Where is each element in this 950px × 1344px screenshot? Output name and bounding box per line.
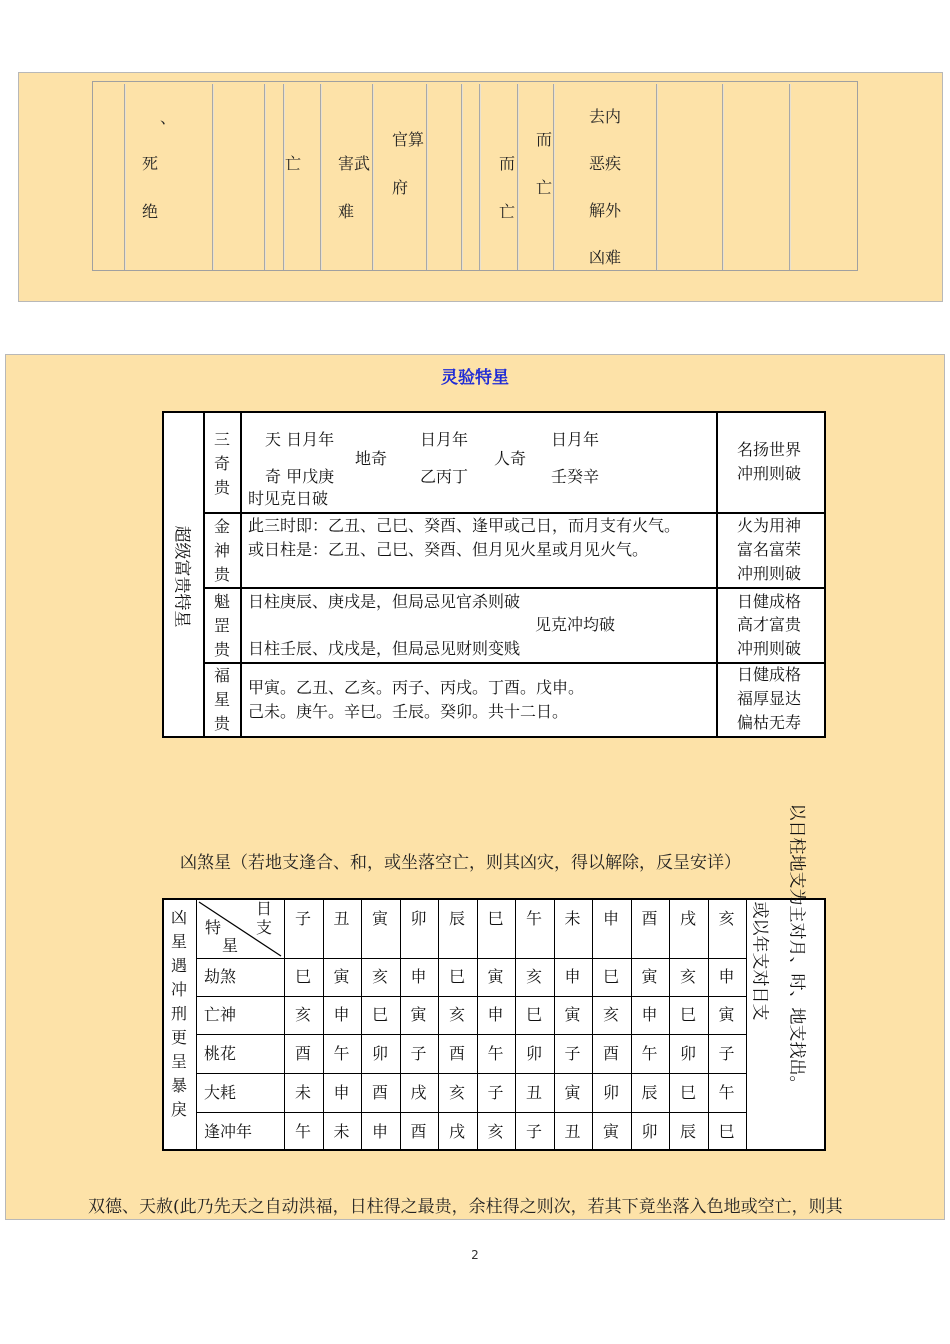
table-divider	[320, 84, 322, 270]
evil-star-value: 辰	[641, 1082, 658, 1102]
table-line	[284, 898, 285, 1151]
top-cell-text: 恶疾	[589, 154, 622, 173]
table-line	[716, 411, 718, 738]
table-divider	[212, 84, 214, 270]
evil-star-value: 亥	[525, 967, 542, 986]
evil-star-value: 寅	[564, 1005, 581, 1024]
table-line	[196, 1034, 746, 1035]
evil-star-value: 亥	[487, 1121, 504, 1141]
evil-star-value: 子	[718, 1043, 735, 1063]
footer-paragraph: 双德、天赦(此乃先天之自动洪福，日柱得之最贵，余柱得之则次，若其下竟坐落入色地或空亡，则其	[88, 1197, 843, 1217]
evil-star-value: 寅	[564, 1082, 581, 1102]
evil-star-value: 巳	[679, 1005, 696, 1024]
cell-text: 地奇	[355, 449, 388, 468]
effect-text: 日健成格	[737, 665, 802, 684]
cell-text: 此三时即：乙丑、己巳、癸酉、逢甲或己日，而月支有火气。	[248, 516, 681, 535]
effect-text: 火为用神	[737, 516, 802, 535]
evil-star-name: 逢冲年	[204, 1121, 253, 1141]
branch-header: 辰	[448, 909, 465, 928]
top-cell-text: 去内	[589, 107, 622, 126]
evil-star-value: 子	[410, 1043, 427, 1063]
table-line	[631, 898, 632, 1151]
evil-star-value: 卯	[371, 1043, 388, 1063]
evil-star-value: 申	[487, 1005, 504, 1024]
star-name: 金 神 贵	[213, 517, 230, 584]
star-name: 三 奇 贵	[213, 430, 230, 497]
table-line	[203, 411, 205, 738]
evil-star-value: 子	[487, 1082, 504, 1102]
evil-star-name: 桃花	[204, 1043, 237, 1063]
branch-header: 巳	[487, 909, 504, 928]
effect-text: 偏枯无寿	[737, 713, 802, 732]
effect-text: 冲刑则破	[737, 564, 802, 583]
evil-star-value: 卯	[602, 1082, 619, 1102]
evil-star-value: 巳	[294, 967, 311, 986]
top-cell-text: 而	[536, 130, 553, 149]
effect-text: 名扬世界	[737, 440, 802, 459]
evil-star-value: 酉	[371, 1082, 388, 1102]
table-line	[554, 898, 555, 1151]
cell-text: 日月年	[420, 430, 469, 449]
table-line	[361, 898, 362, 1151]
effect-text: 日健成格	[737, 592, 802, 611]
table-divider	[789, 84, 791, 270]
branch-header: 酉	[641, 909, 658, 928]
table-divider	[372, 84, 374, 270]
table-line	[196, 1112, 746, 1113]
table-line	[240, 411, 242, 738]
evil-star-value: 卯	[525, 1043, 542, 1063]
table-line	[438, 898, 439, 1151]
evil-star-value: 子	[564, 1043, 581, 1063]
cell-text: 日月年	[551, 430, 600, 449]
evil-side-label: 凶 星 遇 冲 刑 更 呈 暴 戾	[170, 908, 187, 1119]
effect-text: 冲刑则破	[737, 464, 802, 483]
table-divider	[461, 84, 463, 270]
evil-star-value: 午	[294, 1121, 311, 1141]
table-line	[196, 996, 746, 997]
table-line	[515, 898, 516, 1151]
evil-star-value: 巳	[602, 967, 619, 986]
top-table	[92, 81, 858, 271]
evil-star-value: 申	[333, 1005, 350, 1024]
top-cell-text: 凶难	[589, 248, 622, 267]
evil-stars-intro: 凶煞星（若地支逢合、和，或坐落空亡，则其凶灾，得以解除，反呈安详）	[180, 853, 741, 873]
evil-star-value: 巳	[525, 1005, 542, 1024]
evil-star-value: 亥	[448, 1082, 465, 1102]
evil-star-value: 巳	[371, 1005, 388, 1024]
top-cell-text: 亡	[536, 178, 553, 197]
table-divider	[479, 84, 481, 270]
cell-text: 壬癸辛	[551, 467, 600, 486]
table-line	[203, 587, 826, 589]
evil-star-value: 寅	[602, 1121, 619, 1141]
evil-star-name: 亡神	[204, 1005, 237, 1024]
evil-star-value: 酉	[448, 1043, 465, 1063]
branch-header: 卯	[410, 909, 427, 928]
branch-header: 戌	[679, 909, 696, 928]
evil-star-value: 申	[333, 1082, 350, 1102]
evil-star-value: 寅	[641, 967, 658, 986]
table-line	[196, 958, 746, 959]
table-divider	[656, 84, 658, 270]
table-line	[203, 512, 826, 514]
evil-star-value: 午	[487, 1043, 504, 1063]
branch-header: 午	[525, 909, 542, 928]
evil-star-value: 亥	[602, 1005, 619, 1024]
evil-note-main: 以日柱地支为主对月、时、地支找出。	[786, 803, 807, 1093]
evil-star-value: 酉	[602, 1043, 619, 1063]
evil-star-value: 酉	[294, 1043, 311, 1063]
evil-star-value: 寅	[718, 1005, 735, 1024]
table-line	[592, 898, 593, 1151]
evil-star-value: 亥	[371, 967, 388, 986]
table-divider	[553, 84, 555, 270]
section-title: 灵验特星	[441, 368, 509, 388]
evil-star-value: 寅	[333, 967, 350, 986]
evil-note-secondary: 或以年支对日支	[749, 901, 770, 1021]
group-label: 超级富贵特星	[171, 525, 192, 628]
top-cell-text: 害武	[338, 154, 371, 173]
branch-header: 亥	[718, 909, 735, 928]
evil-star-value: 卯	[641, 1121, 658, 1141]
evil-star-value: 亥	[294, 1005, 311, 1024]
evil-star-value: 巳	[448, 967, 465, 986]
top-cell-text: 亡	[285, 154, 302, 173]
corner-label: 星	[222, 936, 239, 955]
evil-star-value: 酉	[410, 1121, 427, 1141]
evil-star-value: 午	[641, 1043, 658, 1063]
effect-text: 冲刑则破	[737, 639, 802, 658]
corner-label: 日	[256, 899, 273, 918]
evil-star-value: 亥	[679, 967, 696, 986]
evil-star-value: 午	[718, 1082, 735, 1102]
effect-text: 福厚显达	[737, 689, 802, 708]
branch-header: 寅	[371, 909, 388, 928]
table-line	[400, 898, 401, 1151]
top-cell-text: 解外	[589, 201, 622, 220]
table-divider	[283, 84, 285, 270]
top-cell-text: 官算	[392, 130, 425, 149]
evil-star-value: 卯	[679, 1043, 696, 1063]
table-line	[669, 898, 670, 1151]
evil-star-value: 申	[564, 967, 581, 986]
cell-text: 乙丙丁	[420, 467, 469, 486]
evil-star-value: 寅	[487, 967, 504, 986]
evil-star-value: 未	[294, 1082, 311, 1102]
cell-text: 己未。庚午。辛巳。壬辰。癸卯。共十二日。	[248, 702, 569, 721]
cell-text: 日柱壬辰、戊戌是，但局忌见财则变贱	[248, 639, 521, 658]
evil-star-value: 丑	[564, 1121, 581, 1141]
table-line	[708, 898, 709, 1151]
page-number: 2	[471, 1248, 479, 1262]
branch-header: 申	[602, 909, 619, 928]
evil-star-value: 未	[333, 1121, 350, 1141]
evil-star-value: 辰	[679, 1121, 696, 1141]
table-line	[323, 898, 324, 1151]
evil-star-value: 丑	[525, 1082, 542, 1102]
evil-star-value: 戌	[448, 1121, 465, 1141]
corner-label: 支	[256, 918, 273, 937]
evil-star-value: 巳	[718, 1121, 735, 1141]
evil-star-value: 戌	[410, 1082, 427, 1102]
cell-text: 或日柱是：乙丑、己巳、癸酉、但月见火星或月见火气。	[248, 540, 649, 559]
cell-text: 时见克日破	[248, 489, 329, 508]
table-line	[746, 898, 747, 1151]
evil-star-value: 午	[333, 1043, 350, 1063]
cell-text: 日柱庚辰、庚戌是，但局忌见官杀则破	[248, 592, 521, 611]
table-divider	[124, 84, 126, 270]
branch-header: 子	[294, 909, 311, 928]
table-divider	[264, 84, 266, 270]
star-name: 福 星 贵	[213, 666, 230, 733]
cell-text: 见克冲均破	[535, 615, 616, 634]
branch-header: 丑	[333, 909, 350, 928]
top-cell-text: 、	[160, 108, 177, 127]
evil-star-name: 大耗	[204, 1082, 237, 1102]
effect-text: 高才富贵	[737, 615, 802, 634]
evil-star-value: 申	[410, 967, 427, 986]
corner-label: 特	[205, 918, 222, 937]
evil-star-value: 申	[641, 1005, 658, 1024]
star-name: 魁 罡 贵	[213, 592, 230, 659]
evil-star-value: 亥	[448, 1005, 465, 1024]
top-cell-text: 亡	[499, 202, 516, 221]
top-cell-text: 难	[338, 202, 355, 221]
evil-star-value: 巳	[679, 1082, 696, 1102]
top-cell-text: 而	[499, 154, 516, 173]
effect-text: 富名富荣	[737, 540, 802, 559]
evil-star-value: 寅	[410, 1005, 427, 1024]
top-cell-text: 绝	[142, 202, 159, 221]
table-line	[203, 662, 826, 664]
evil-star-name: 劫煞	[204, 967, 237, 986]
cell-text: 甲寅。乙丑、乙亥。丙子、丙戌。丁酉。戊申。	[248, 678, 585, 697]
cell-text: 天 日月年	[265, 430, 335, 449]
table-divider	[722, 84, 724, 270]
cell-text: 奇 甲戊庚	[265, 467, 335, 486]
table-divider	[426, 84, 428, 270]
top-cell-text: 府	[392, 178, 409, 197]
evil-star-value: 申	[718, 967, 735, 986]
cell-text: 人奇	[494, 449, 527, 468]
branch-header: 未	[564, 909, 581, 928]
table-divider	[517, 84, 519, 270]
table-line	[477, 898, 478, 1151]
evil-star-value: 申	[371, 1121, 388, 1141]
evil-star-value: 子	[525, 1121, 542, 1141]
top-cell-text: 死	[142, 154, 159, 173]
table-line	[196, 1073, 746, 1074]
